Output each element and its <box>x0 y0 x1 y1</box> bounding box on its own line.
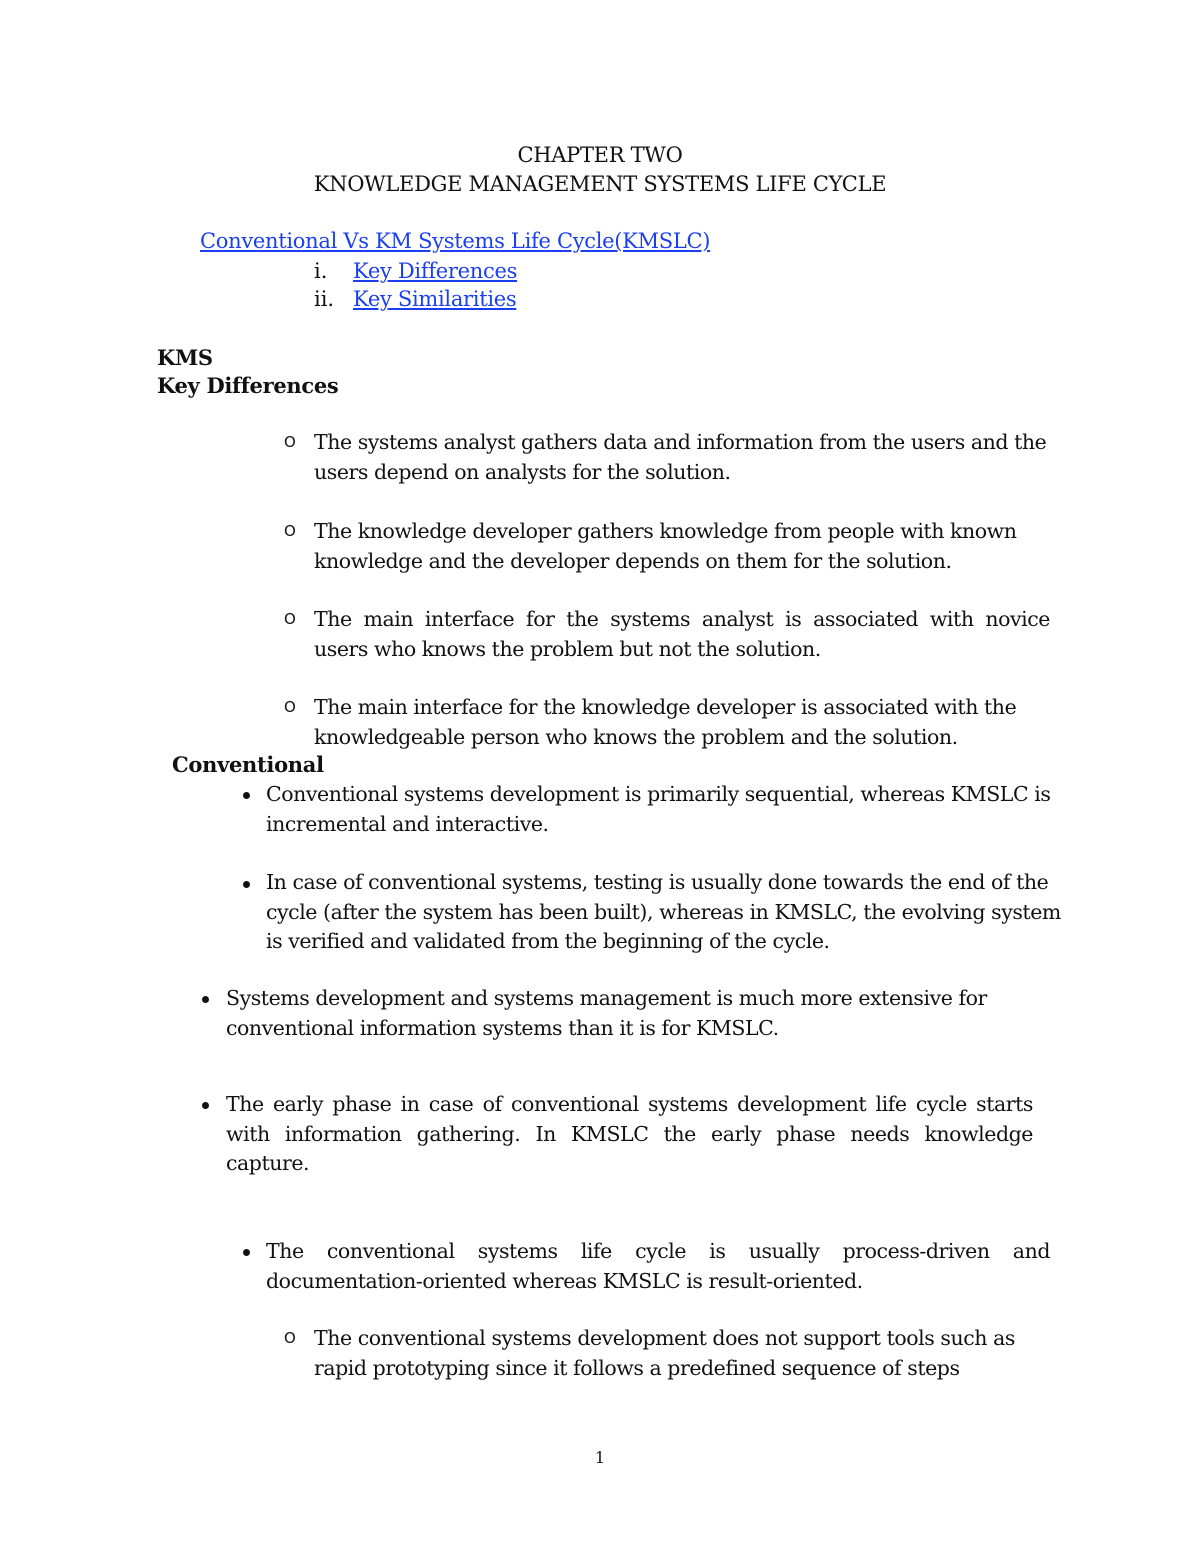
toc-link-main[interactable]: Conventional Vs KM Systems Life Cycle(KMSLC) <box>200 229 711 253</box>
kms-list-item-3: The main interface for the systems analyst is associated with novice users who knows the problem but not the solution. <box>314 607 1050 661</box>
kms-list-item-4: The main interface for the knowledge developer is associated with the knowledgeable person who knows the problem and the solution. <box>314 695 1017 749</box>
conventional-list-item-2: In case of conventional systems, testing is usually done towards the end of the cycle (after the system has been built), whereas in KMSLC, the evolving system is verified and validated from the beginning of the cycle. <box>266 870 1061 953</box>
conventional-sub-item-1: The conventional systems development does not support tools such as rapid prototyping since it follows a predefined sequence of steps <box>314 1326 1015 1380</box>
section-title-conventional: Conventional <box>172 752 324 777</box>
chapter-title: KNOWLEDGE MANAGEMENT SYSTEMS LIFE CYCLE <box>313 172 887 196</box>
conventional-list-item-3: Systems development and systems management is much more extensive for conventional information systems than it is for KMSLC. <box>226 986 987 1040</box>
toc-link-key-differences[interactable]: Key Differences <box>353 259 518 283</box>
bullet-dot-icon <box>202 1102 209 1109</box>
conventional-list-item-4: The early phase in case of conventional systems development life cycle starts with information gathering. In KMSLC the early phase needs knowledge capture. <box>226 1092 1033 1175</box>
page-number: 1 <box>594 1448 606 1467</box>
chapter-heading: CHAPTER TWO <box>517 143 683 167</box>
bullet-dot-icon <box>243 792 250 799</box>
circle-bullet-icon: O <box>284 698 296 716</box>
kms-list-item-1: The systems analyst gathers data and information from the users and the users depend on analysts for the solution. <box>314 430 1047 484</box>
conventional-list-item-5: The conventional systems life cycle is usually process-driven and documentation-oriented whereas KMSLC is result-oriented. <box>266 1239 1050 1293</box>
toc-number-2: ii. <box>314 287 335 311</box>
bullet-dot-icon <box>243 1249 250 1256</box>
bullet-dot-icon <box>243 881 250 888</box>
toc-link-key-similarities[interactable]: Key Similarities <box>353 287 517 311</box>
toc-number-1: i. <box>314 259 328 283</box>
circle-bullet-icon: O <box>284 433 296 451</box>
circle-bullet-icon: O <box>284 1329 296 1347</box>
conventional-list-item-1: Conventional systems development is primarily sequential, whereas KMSLC is incremental and interactive. <box>266 782 1051 836</box>
circle-bullet-icon: O <box>284 610 296 628</box>
circle-bullet-icon: O <box>284 522 296 540</box>
kms-list-item-2: The knowledge developer gathers knowledge from people with known knowledge and the developer depends on them for the solution. <box>314 519 1017 573</box>
section-subtitle-key-differences: Key Differences <box>157 373 339 398</box>
bullet-dot-icon <box>202 996 209 1003</box>
section-title-kms: KMS <box>157 345 213 370</box>
